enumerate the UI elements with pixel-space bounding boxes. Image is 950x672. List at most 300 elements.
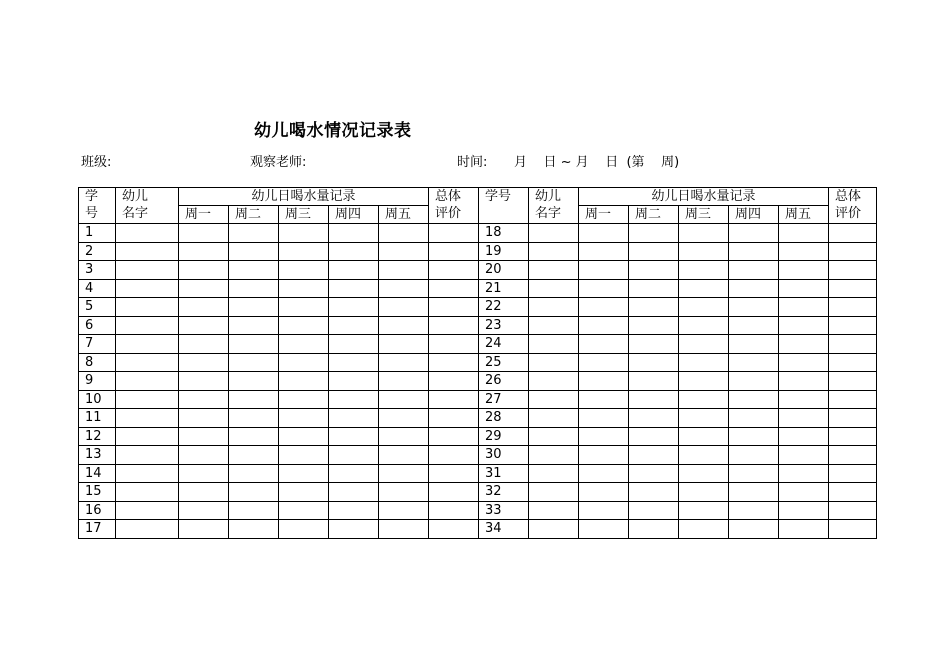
- entry-cell[interactable]: [279, 242, 329, 261]
- entry-cell[interactable]: [529, 316, 579, 335]
- entry-cell[interactable]: [629, 298, 679, 317]
- entry-cell[interactable]: [829, 316, 877, 335]
- student-id-cell: 16: [79, 501, 116, 520]
- entry-cell[interactable]: [579, 224, 629, 243]
- entry-cell[interactable]: [829, 353, 877, 372]
- entry-cell[interactable]: [379, 261, 429, 280]
- table-row: [79, 279, 877, 298]
- entry-cell[interactable]: [529, 464, 579, 483]
- entry-cell[interactable]: [779, 316, 829, 335]
- entry-cell[interactable]: [279, 224, 329, 243]
- student-id-cell: 10: [79, 390, 116, 409]
- entry-cell[interactable]: [779, 409, 829, 428]
- entry-cell[interactable]: [179, 390, 229, 409]
- table-row: [79, 335, 877, 354]
- entry-cell[interactable]: [329, 483, 379, 502]
- student-id-cell: 11: [79, 409, 116, 428]
- day-header-right: 周五: [779, 206, 829, 224]
- entry-cell[interactable]: [279, 372, 329, 391]
- entry-cell[interactable]: [116, 242, 179, 261]
- entry-cell[interactable]: [829, 372, 877, 391]
- table-row: [79, 242, 877, 261]
- entry-cell[interactable]: [679, 409, 729, 428]
- entry-cell[interactable]: [579, 279, 629, 298]
- student-id-cell: 3: [79, 261, 116, 280]
- entry-cell[interactable]: [779, 242, 829, 261]
- entry-cell[interactable]: [779, 501, 829, 520]
- entry-cell[interactable]: [116, 520, 179, 539]
- table-row: [79, 520, 877, 539]
- student-id-cell: 9: [79, 372, 116, 391]
- entry-cell[interactable]: [779, 279, 829, 298]
- entry-cell[interactable]: [779, 520, 829, 539]
- table-row: [79, 316, 877, 335]
- entry-cell[interactable]: [629, 242, 679, 261]
- entry-cell[interactable]: [579, 372, 629, 391]
- entry-cell[interactable]: [379, 279, 429, 298]
- entry-cell[interactable]: [829, 279, 877, 298]
- entry-cell[interactable]: [729, 353, 779, 372]
- entry-cell[interactable]: [529, 390, 579, 409]
- entry-cell[interactable]: [379, 409, 429, 428]
- entry-cell[interactable]: [529, 483, 579, 502]
- entry-cell[interactable]: [229, 409, 279, 428]
- student-id-cell: 19: [479, 242, 529, 261]
- entry-cell[interactable]: [116, 335, 179, 354]
- entry-cell[interactable]: [229, 224, 279, 243]
- entry-cell[interactable]: [379, 298, 429, 317]
- entry-cell[interactable]: [179, 372, 229, 391]
- entry-cell[interactable]: [179, 446, 229, 465]
- entry-cell[interactable]: [379, 224, 429, 243]
- student-id-cell: 21: [479, 279, 529, 298]
- entry-cell[interactable]: [579, 520, 629, 539]
- day-header-right: 周二: [629, 206, 679, 224]
- table-row: [79, 390, 877, 409]
- entry-cell[interactable]: [429, 316, 479, 335]
- entry-cell[interactable]: [179, 427, 229, 446]
- student-id-cell: 26: [479, 372, 529, 391]
- entry-cell[interactable]: [379, 242, 429, 261]
- entry-cell[interactable]: [829, 409, 877, 428]
- entry-cell[interactable]: [279, 279, 329, 298]
- entry-cell[interactable]: [629, 390, 679, 409]
- student-id-cell: 7: [79, 335, 116, 354]
- table-row: [79, 261, 877, 280]
- entry-cell[interactable]: [579, 427, 629, 446]
- entry-cell[interactable]: [429, 298, 479, 317]
- entry-cell[interactable]: [779, 390, 829, 409]
- student-id-cell: 8: [79, 353, 116, 372]
- entry-cell[interactable]: [679, 520, 729, 539]
- entry-cell[interactable]: [579, 464, 629, 483]
- entry-cell[interactable]: [679, 298, 729, 317]
- entry-cell[interactable]: [116, 372, 179, 391]
- entry-cell[interactable]: [429, 372, 479, 391]
- entry-cell[interactable]: [429, 279, 479, 298]
- entry-cell[interactable]: [779, 298, 829, 317]
- entry-cell[interactable]: [116, 427, 179, 446]
- student-id-header-right: 学号: [479, 188, 529, 224]
- entry-cell[interactable]: [279, 335, 329, 354]
- entry-cell[interactable]: [329, 427, 379, 446]
- entry-cell[interactable]: [579, 316, 629, 335]
- entry-cell[interactable]: [229, 501, 279, 520]
- entry-cell[interactable]: [229, 261, 279, 280]
- student-id-cell: 20: [479, 261, 529, 280]
- child-name-header-right: 幼儿 名字: [529, 188, 579, 224]
- overall-eval-header-left: 总体 评价: [429, 188, 479, 224]
- entry-cell[interactable]: [629, 483, 679, 502]
- entry-cell[interactable]: [729, 298, 779, 317]
- entry-cell[interactable]: [729, 520, 779, 539]
- child-name-header-left: 幼儿 名字: [116, 188, 179, 224]
- entry-cell[interactable]: [229, 427, 279, 446]
- entry-cell[interactable]: [279, 520, 329, 539]
- entry-cell[interactable]: [779, 335, 829, 354]
- entry-cell[interactable]: [279, 501, 329, 520]
- entry-cell[interactable]: [429, 464, 479, 483]
- entry-cell[interactable]: [829, 520, 877, 539]
- entry-cell[interactable]: [379, 316, 429, 335]
- entry-cell[interactable]: [529, 372, 579, 391]
- entry-cell[interactable]: [779, 224, 829, 243]
- entry-cell[interactable]: [679, 335, 729, 354]
- entry-cell[interactable]: [379, 483, 429, 502]
- entry-cell[interactable]: [229, 298, 279, 317]
- student-id-cell: 22: [479, 298, 529, 317]
- entry-cell[interactable]: [279, 261, 329, 280]
- entry-cell[interactable]: [329, 353, 379, 372]
- entry-cell[interactable]: [729, 483, 779, 502]
- entry-cell[interactable]: [116, 464, 179, 483]
- entry-cell[interactable]: [729, 390, 779, 409]
- entry-cell[interactable]: [629, 501, 679, 520]
- entry-cell[interactable]: [179, 464, 229, 483]
- entry-cell[interactable]: [529, 353, 579, 372]
- entry-cell[interactable]: [679, 372, 729, 391]
- table-row: [79, 224, 877, 243]
- entry-cell[interactable]: [229, 520, 279, 539]
- entry-cell[interactable]: [729, 316, 779, 335]
- entry-cell[interactable]: [529, 298, 579, 317]
- entry-cell[interactable]: [329, 390, 379, 409]
- document-title: 幼儿喝水情况记录表: [254, 121, 412, 141]
- entry-cell[interactable]: [116, 501, 179, 520]
- entry-cell[interactable]: [116, 390, 179, 409]
- table-row: [79, 353, 877, 372]
- entry-cell[interactable]: [329, 409, 379, 428]
- entry-cell[interactable]: [429, 446, 479, 465]
- entry-cell[interactable]: [179, 501, 229, 520]
- entry-cell[interactable]: [529, 335, 579, 354]
- entry-cell[interactable]: [629, 224, 679, 243]
- entry-cell[interactable]: [829, 446, 877, 465]
- entry-cell[interactable]: [829, 501, 877, 520]
- entry-cell[interactable]: [279, 409, 329, 428]
- day-header-left: 周二: [229, 206, 279, 224]
- entry-cell[interactable]: [329, 224, 379, 243]
- entry-cell[interactable]: [429, 353, 479, 372]
- entry-cell[interactable]: [329, 298, 379, 317]
- student-id-cell: 29: [479, 427, 529, 446]
- entry-cell[interactable]: [279, 464, 329, 483]
- entry-cell[interactable]: [116, 446, 179, 465]
- entry-cell[interactable]: [679, 242, 729, 261]
- student-id-cell: 14: [79, 464, 116, 483]
- entry-cell[interactable]: [729, 279, 779, 298]
- entry-cell[interactable]: [579, 353, 629, 372]
- entry-cell[interactable]: [529, 279, 579, 298]
- entry-cell[interactable]: [329, 335, 379, 354]
- entry-cell[interactable]: [629, 409, 679, 428]
- table-row: [79, 427, 877, 446]
- entry-cell[interactable]: [116, 483, 179, 502]
- entry-cell[interactable]: [429, 409, 479, 428]
- entry-cell[interactable]: [729, 409, 779, 428]
- entry-cell[interactable]: [279, 390, 329, 409]
- entry-cell[interactable]: [229, 372, 279, 391]
- entry-cell[interactable]: [629, 335, 679, 354]
- entry-cell[interactable]: [329, 464, 379, 483]
- entry-cell[interactable]: [179, 224, 229, 243]
- table-row: [79, 298, 877, 317]
- table-row: [79, 464, 877, 483]
- entry-cell[interactable]: [329, 520, 379, 539]
- entry-cell[interactable]: [529, 261, 579, 280]
- entry-cell[interactable]: [529, 520, 579, 539]
- entry-cell[interactable]: [779, 446, 829, 465]
- entry-cell[interactable]: [579, 390, 629, 409]
- entry-cell[interactable]: [779, 353, 829, 372]
- entry-cell[interactable]: [116, 298, 179, 317]
- table-body: [79, 224, 877, 539]
- entry-cell[interactable]: [429, 335, 479, 354]
- entry-cell[interactable]: [179, 483, 229, 502]
- entry-cell[interactable]: [829, 390, 877, 409]
- entry-cell[interactable]: [779, 427, 829, 446]
- entry-cell[interactable]: [179, 353, 229, 372]
- entry-cell[interactable]: [179, 298, 229, 317]
- student-id-cell: 31: [479, 464, 529, 483]
- entry-cell[interactable]: [829, 335, 877, 354]
- entry-cell[interactable]: [279, 316, 329, 335]
- entry-cell[interactable]: [229, 316, 279, 335]
- entry-cell[interactable]: [329, 501, 379, 520]
- entry-cell[interactable]: [779, 261, 829, 280]
- entry-cell[interactable]: [229, 335, 279, 354]
- entry-cell[interactable]: [229, 464, 279, 483]
- entry-cell[interactable]: [629, 279, 679, 298]
- entry-cell[interactable]: [629, 464, 679, 483]
- entry-cell[interactable]: [679, 261, 729, 280]
- entry-cell[interactable]: [679, 427, 729, 446]
- entry-cell[interactable]: [279, 446, 329, 465]
- entry-cell[interactable]: [116, 353, 179, 372]
- entry-cell[interactable]: [429, 390, 479, 409]
- day-header-left: 周三: [279, 206, 329, 224]
- student-id-cell: 6: [79, 316, 116, 335]
- entry-cell[interactable]: [579, 261, 629, 280]
- entry-cell[interactable]: [116, 409, 179, 428]
- entry-cell[interactable]: [379, 353, 429, 372]
- entry-cell[interactable]: [429, 483, 479, 502]
- student-id-cell: 18: [479, 224, 529, 243]
- entry-cell[interactable]: [579, 409, 629, 428]
- entry-cell[interactable]: [829, 224, 877, 243]
- entry-cell[interactable]: [429, 427, 479, 446]
- entry-cell[interactable]: [629, 353, 679, 372]
- entry-cell[interactable]: [429, 261, 479, 280]
- student-id-cell: 15: [79, 483, 116, 502]
- entry-cell[interactable]: [179, 409, 229, 428]
- entry-cell[interactable]: [429, 501, 479, 520]
- student-id-cell: 33: [479, 501, 529, 520]
- day-header-left: 周一: [179, 206, 229, 224]
- entry-cell[interactable]: [629, 372, 679, 391]
- entry-cell[interactable]: [529, 242, 579, 261]
- day-header-left: 周五: [379, 206, 429, 224]
- entry-cell[interactable]: [829, 427, 877, 446]
- entry-cell[interactable]: [229, 279, 279, 298]
- entry-cell[interactable]: [729, 224, 779, 243]
- date-range: 月 日 ~ 月 日 (第 周): [514, 155, 680, 170]
- entry-cell[interactable]: [679, 483, 729, 502]
- student-id-cell: 5: [79, 298, 116, 317]
- entry-cell[interactable]: [279, 353, 329, 372]
- entry-cell[interactable]: [679, 501, 729, 520]
- entry-cell[interactable]: [229, 483, 279, 502]
- entry-cell[interactable]: [229, 353, 279, 372]
- table-row: [79, 409, 877, 428]
- entry-cell[interactable]: [329, 316, 379, 335]
- entry-cell[interactable]: [329, 261, 379, 280]
- entry-cell[interactable]: [729, 261, 779, 280]
- entry-cell[interactable]: [629, 520, 679, 539]
- entry-cell[interactable]: [116, 261, 179, 280]
- student-id-cell: 13: [79, 446, 116, 465]
- entry-cell[interactable]: [279, 483, 329, 502]
- entry-cell[interactable]: [329, 446, 379, 465]
- entry-cell[interactable]: [429, 520, 479, 539]
- entry-cell[interactable]: [116, 224, 179, 243]
- entry-cell[interactable]: [729, 464, 779, 483]
- entry-cell[interactable]: [429, 224, 479, 243]
- entry-cell[interactable]: [729, 427, 779, 446]
- entry-cell[interactable]: [579, 501, 629, 520]
- entry-cell[interactable]: [179, 520, 229, 539]
- entry-cell[interactable]: [329, 279, 379, 298]
- entry-cell[interactable]: [179, 335, 229, 354]
- entry-cell[interactable]: [829, 242, 877, 261]
- entry-cell[interactable]: [579, 483, 629, 502]
- water-record-table: [78, 187, 877, 539]
- entry-cell[interactable]: [429, 242, 479, 261]
- entry-cell[interactable]: [179, 242, 229, 261]
- entry-cell[interactable]: [379, 390, 429, 409]
- entry-cell[interactable]: [829, 483, 877, 502]
- entry-cell[interactable]: [629, 316, 679, 335]
- entry-cell[interactable]: [379, 335, 429, 354]
- entry-cell[interactable]: [116, 316, 179, 335]
- overall-eval-header-right: 总体 评价: [829, 188, 877, 224]
- entry-cell[interactable]: [579, 446, 629, 465]
- entry-cell[interactable]: [379, 427, 429, 446]
- entry-cell[interactable]: [679, 279, 729, 298]
- entry-cell[interactable]: [679, 464, 729, 483]
- entry-cell[interactable]: [329, 372, 379, 391]
- entry-cell[interactable]: [279, 298, 329, 317]
- entry-cell[interactable]: [529, 427, 579, 446]
- day-header-right: 周四: [729, 206, 779, 224]
- entry-cell[interactable]: [729, 242, 779, 261]
- time-label: 时间:: [457, 155, 488, 170]
- entry-cell[interactable]: [229, 242, 279, 261]
- table-row: [79, 372, 877, 391]
- entry-cell[interactable]: [529, 224, 579, 243]
- entry-cell[interactable]: [779, 464, 829, 483]
- entry-cell[interactable]: [579, 335, 629, 354]
- student-id-cell: 28: [479, 409, 529, 428]
- entry-cell[interactable]: [729, 372, 779, 391]
- entry-cell[interactable]: [179, 279, 229, 298]
- student-id-cell: 30: [479, 446, 529, 465]
- entry-cell[interactable]: [829, 261, 877, 280]
- table-row: [79, 501, 877, 520]
- entry-cell[interactable]: [629, 261, 679, 280]
- entry-cell[interactable]: [529, 501, 579, 520]
- entry-cell[interactable]: [379, 520, 429, 539]
- entry-cell[interactable]: [329, 242, 379, 261]
- entry-cell[interactable]: [229, 446, 279, 465]
- day-header-right: 周三: [679, 206, 729, 224]
- entry-cell[interactable]: [179, 316, 229, 335]
- entry-cell[interactable]: [779, 483, 829, 502]
- entry-cell[interactable]: [579, 298, 629, 317]
- entry-cell[interactable]: [629, 446, 679, 465]
- student-id-cell: 17: [79, 520, 116, 539]
- entry-cell[interactable]: [279, 427, 329, 446]
- entry-cell[interactable]: [729, 501, 779, 520]
- entry-cell[interactable]: [379, 372, 429, 391]
- entry-cell[interactable]: [679, 353, 729, 372]
- entry-cell[interactable]: [679, 316, 729, 335]
- entry-cell[interactable]: [379, 464, 429, 483]
- entry-cell[interactable]: [629, 427, 679, 446]
- entry-cell[interactable]: [829, 298, 877, 317]
- entry-cell[interactable]: [229, 390, 279, 409]
- entry-cell[interactable]: [729, 446, 779, 465]
- student-id-cell: 34: [479, 520, 529, 539]
- entry-cell[interactable]: [679, 446, 729, 465]
- student-id-cell: 24: [479, 335, 529, 354]
- entry-cell[interactable]: [179, 261, 229, 280]
- entry-cell[interactable]: [379, 501, 429, 520]
- entry-cell[interactable]: [529, 409, 579, 428]
- daily-record-header-left: 幼儿日喝水量记录: [179, 188, 429, 206]
- entry-cell[interactable]: [679, 224, 729, 243]
- entry-cell[interactable]: [379, 446, 429, 465]
- entry-cell[interactable]: [679, 390, 729, 409]
- student-id-cell: 1: [79, 224, 116, 243]
- entry-cell[interactable]: [579, 242, 629, 261]
- entry-cell[interactable]: [116, 279, 179, 298]
- entry-cell[interactable]: [779, 372, 829, 391]
- day-header-left: 周四: [329, 206, 379, 224]
- entry-cell[interactable]: [829, 464, 877, 483]
- entry-cell[interactable]: [729, 335, 779, 354]
- entry-cell[interactable]: [529, 446, 579, 465]
